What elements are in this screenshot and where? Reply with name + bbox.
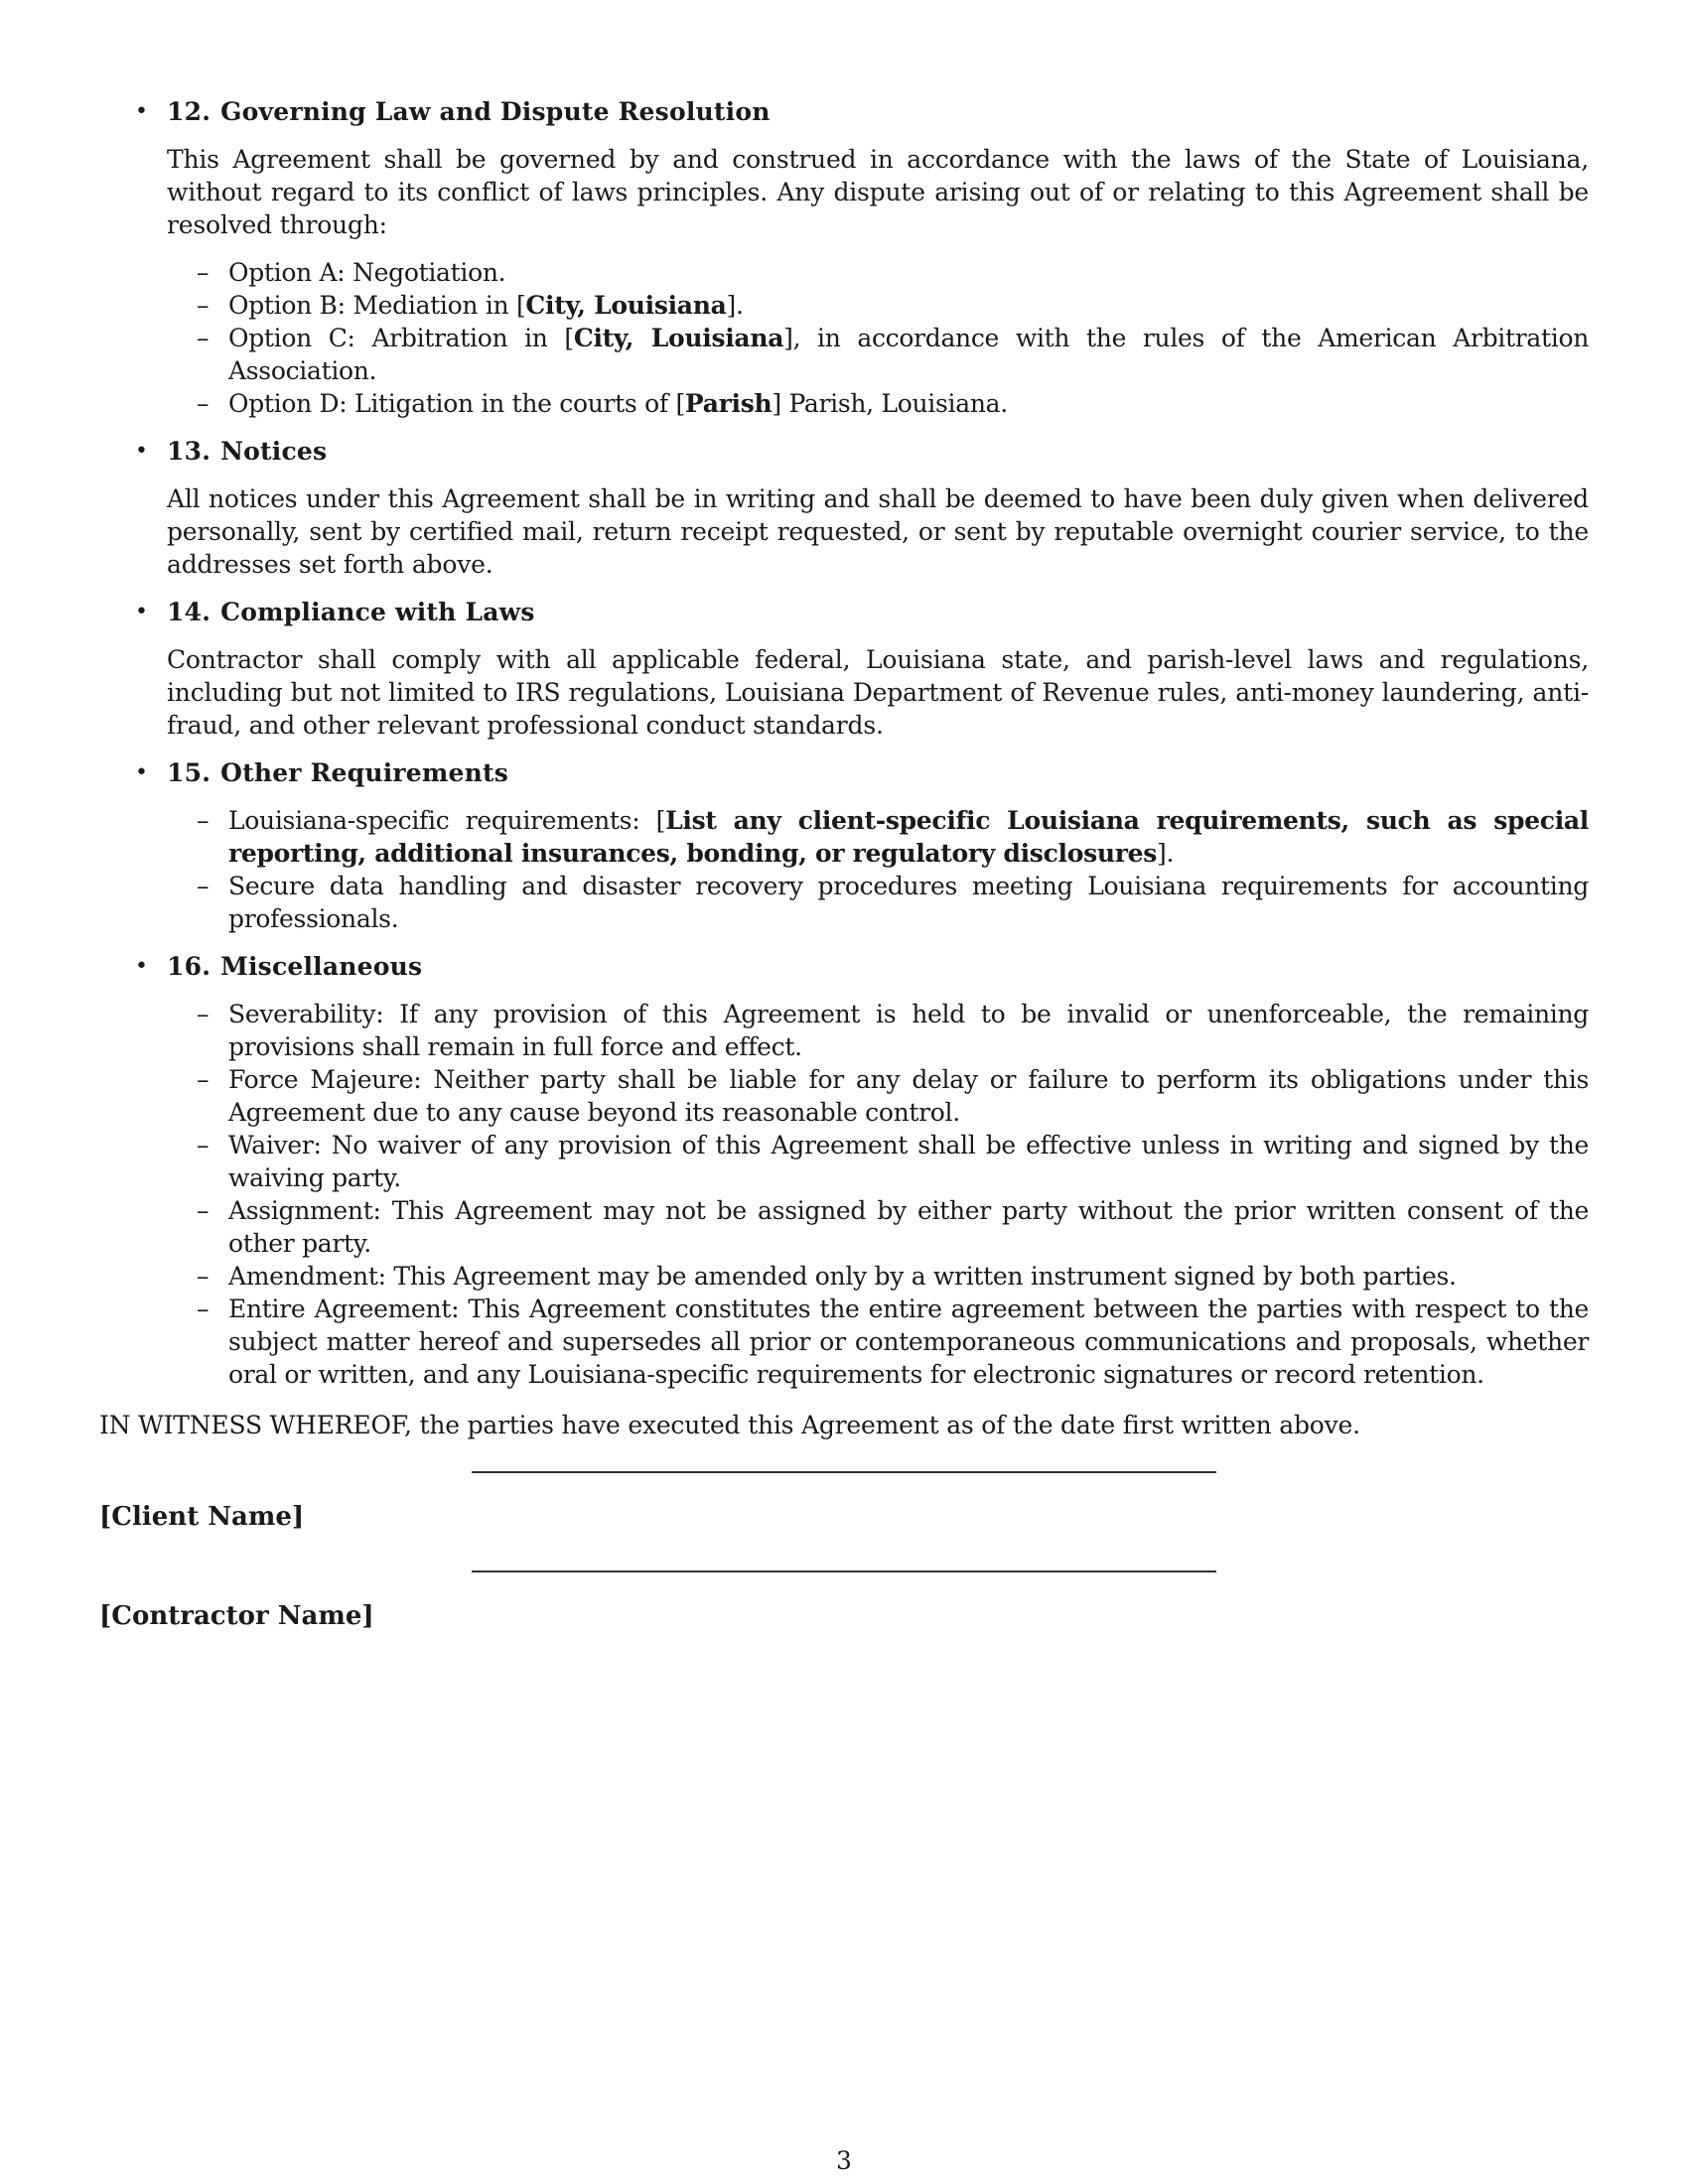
- miscellaneous-list: [167, 998, 1589, 1391]
- list-item: – Assignment: This Agreement may not be assigned by either party without the prior written consent of the other party.: [197, 1196, 1589, 1258]
- placeholder-field: City, Louisiana: [525, 291, 727, 320]
- section-12: [99, 95, 1589, 420]
- dash-icon: –: [197, 291, 210, 320]
- client-name-label: [Client Name]: [99, 1502, 305, 1532]
- list-item: – Option A: Negotiation.: [197, 258, 506, 287]
- list-item: – Entire Agreement: This Agreement constitutes the entire agreement between the parties with respect to the subject matter hereof and supersedes all prior or contemporaneous communications and proposals, whether oral or written, and any Louisiana-specific requirements for electronic signatures or record retention.: [197, 1295, 1589, 1389]
- bullet-icon: •: [135, 99, 148, 124]
- bullet-icon: •: [135, 600, 148, 624]
- dash-icon: –: [197, 258, 210, 287]
- dash-icon: –: [197, 1295, 210, 1323]
- dash-icon: –: [197, 324, 210, 352]
- document-page: [99, 95, 1589, 1662]
- section-15: [99, 756, 1589, 935]
- dash-icon: –: [197, 1131, 210, 1160]
- list-item: – Amendment: This Agreement may be amended only by a written instrument signed by both parties.: [197, 1262, 1457, 1291]
- section-heading: 12. Governing Law and Dispute Resolution: [167, 97, 771, 126]
- list-item: – Force Majeure: Neither party shall be liable for any delay or failure to perform its obligations under this Agreement due to any cause beyond its reasonable control.: [197, 1065, 1589, 1127]
- section-14: [99, 596, 1589, 742]
- placeholder-field: Parish: [684, 389, 773, 418]
- dash-icon: –: [197, 1196, 210, 1225]
- contractor-signature-block: [99, 1563, 1589, 1662]
- contractor-signature-line[interactable]: [472, 1570, 1216, 1572]
- dash-icon: –: [197, 806, 210, 835]
- list-item: – Secure data handling and disaster recovery procedures meeting Louisiana requirements for accounting professionals.: [197, 872, 1589, 933]
- section-body: Contractor shall comply with all applicable federal, Louisiana state, and parish-level laws and regulations, including but not limited to IRS regulations, Louisiana Department of Revenue rules, anti-money laundering, anti-fraud, and other relevant professional conduct standards.: [167, 645, 1589, 740]
- list-item: – Option B: Mediation in [City, Louisiana].: [197, 291, 744, 320]
- dash-icon: –: [197, 1262, 210, 1291]
- placeholder-field: List any client-specific Louisiana requirements, such as special reporting, additional insurances, bonding, or regulatory disclosures: [228, 806, 1590, 868]
- dash-icon: –: [197, 872, 210, 900]
- dash-icon: –: [197, 1000, 210, 1028]
- page-number: 3: [836, 2146, 852, 2175]
- list-item: – Waiver: No waiver of any provision of this Agreement shall be effective unless in writing and signed by the waiving party.: [197, 1131, 1589, 1192]
- section-body: This Agreement shall be governed by and construed in accordance with the laws of the State of Louisiana, without regard to its conflict of laws principles. Any dispute arising out of or relating to this Agreement shall be resolved through:: [167, 145, 1589, 239]
- dispute-options-list: [167, 256, 1589, 420]
- dash-icon: –: [197, 1065, 210, 1094]
- dash-icon: –: [197, 389, 210, 418]
- placeholder-field: City, Louisiana: [573, 324, 784, 352]
- client-signature-line[interactable]: [472, 1471, 1216, 1473]
- section-13: [99, 435, 1589, 581]
- bullet-icon: •: [135, 954, 148, 979]
- bullet-icon: •: [135, 439, 148, 464]
- witness-statement: IN WITNESS WHEREOF, the parties have executed this Agreement as of the date first written above.: [99, 1411, 1360, 1439]
- list-item: – Louisiana-specific requirements: [List any client-specific Louisiana requirements, such as special reporting, additional insurances, bonding, or regulatory disclosures].: [197, 806, 1590, 868]
- section-body: All notices under this Agreement shall be in writing and shall be deemed to have been duly given when delivered personally, sent by certified mail, return receipt requested, or sent by reputable overnight courier service, to the addresses set forth above.: [167, 484, 1589, 579]
- section-heading: 13. Notices: [167, 437, 328, 466]
- list-item: – Option D: Litigation in the courts of [Parish] Parish, Louisiana.: [197, 389, 1008, 418]
- bullet-icon: •: [135, 760, 148, 785]
- client-signature-block: [99, 1463, 1589, 1563]
- requirements-list: [167, 804, 1589, 935]
- section-heading: 14. Compliance with Laws: [167, 598, 535, 626]
- list-item: – Severability: If any provision of this Agreement is held to be invalid or unenforceable, the remaining provisions shall remain in full force and effect.: [197, 1000, 1589, 1061]
- section-16: [99, 950, 1589, 1391]
- contractor-name-label: [Contractor Name]: [99, 1601, 374, 1631]
- list-item: – Option C: Arbitration in [City, Louisiana], in accordance with the rules of the American Arbitration Association.: [197, 324, 1589, 385]
- section-heading: 15. Other Requirements: [167, 758, 509, 787]
- section-heading: 16. Miscellaneous: [167, 952, 423, 981]
